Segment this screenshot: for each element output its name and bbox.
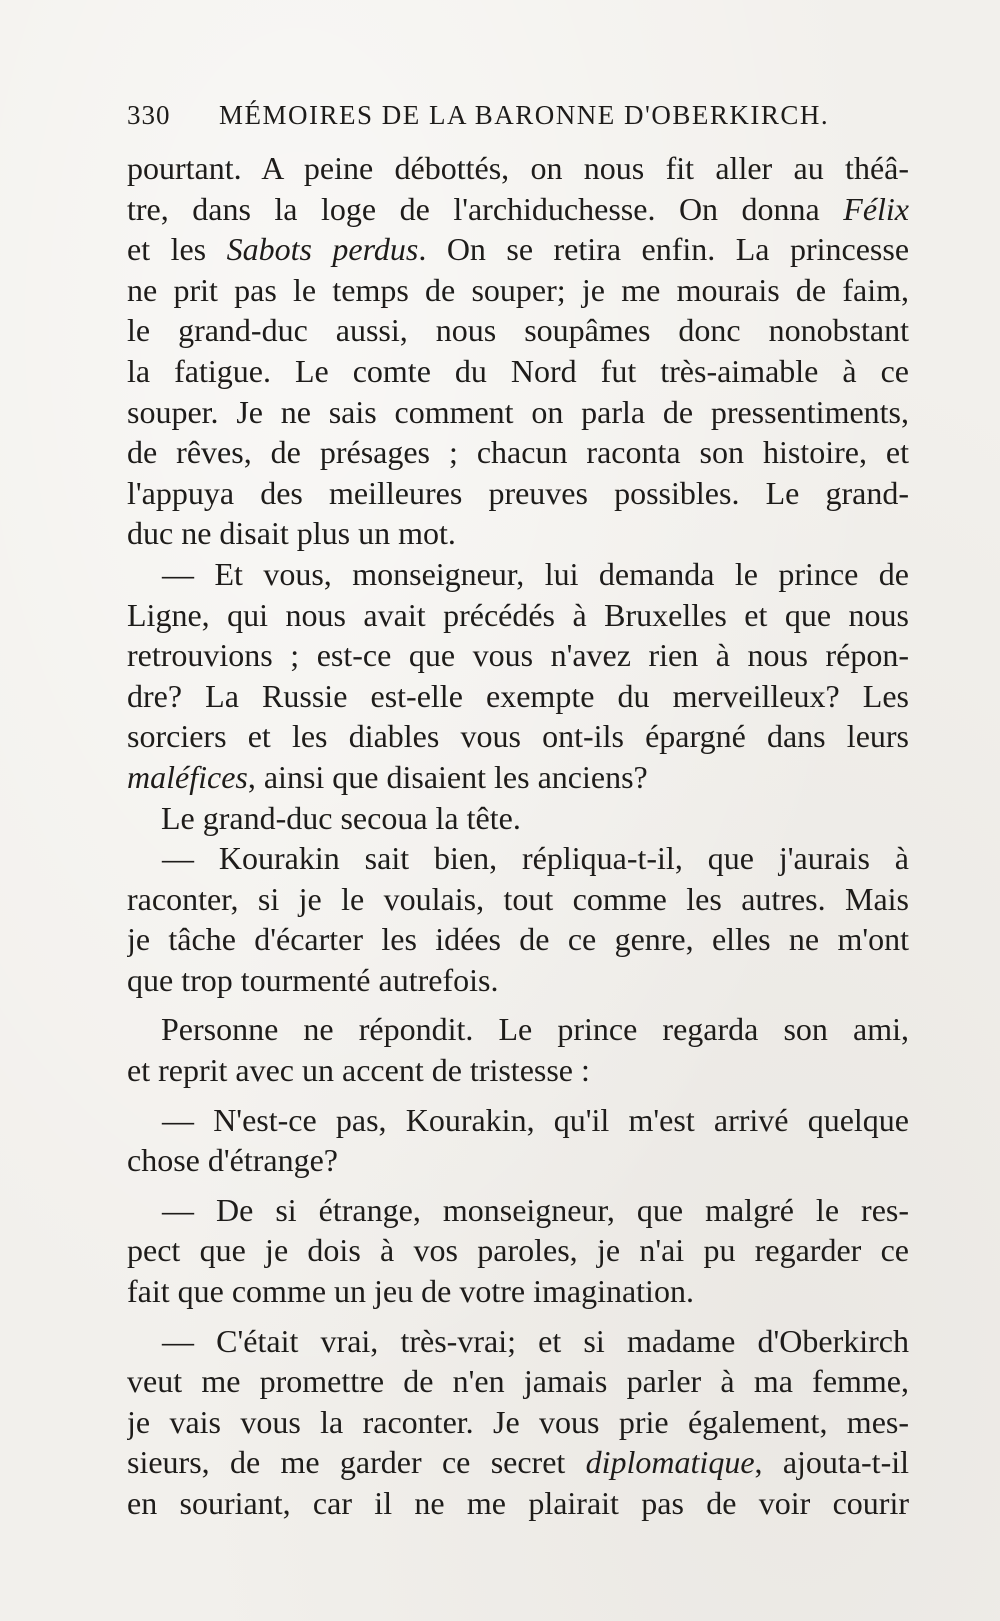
- text-segment: tre, dans la loge de l'archiduchesse. On donna: [127, 190, 844, 227]
- text-segment: fait que comme un jeu de votre imagination.: [127, 1273, 694, 1310]
- text-line: [127, 1361, 909, 1402]
- text-line: [127, 1100, 909, 1141]
- text-segment: — C'était vrai, très-vrai; et si madame d'Oberkirch: [162, 1322, 909, 1359]
- text-segment: de rêves, de présages ; chacun raconta son histoire, et: [127, 434, 909, 471]
- text-line: [127, 1271, 909, 1312]
- text-line: [127, 432, 909, 473]
- running-head: [127, 100, 907, 136]
- text-line: [127, 1190, 909, 1231]
- text-segment: — Kourakin sait bien, répliqua-t-il, que j'aurais à: [162, 840, 909, 877]
- text-segment: , ainsi que disaient les anciens?: [247, 758, 648, 795]
- paragraph-gap: [127, 1000, 909, 1009]
- text-line: [127, 554, 909, 595]
- text-line: [127, 1483, 909, 1524]
- text-line: [127, 798, 909, 839]
- text-line: [127, 919, 909, 960]
- text-segment: Ligne, qui nous avait précédés à Bruxelles et que nous: [127, 596, 909, 633]
- italic-text: maléfices: [127, 758, 248, 795]
- text-line: [127, 595, 909, 636]
- text-segment: sorciers et les diables vous ont-ils épargné dans leurs: [127, 718, 909, 755]
- italic-text: Félix: [843, 190, 909, 227]
- text-line: [127, 229, 909, 270]
- text-line: [127, 1230, 909, 1271]
- text-segment: Le grand-duc secoua la tête.: [161, 799, 521, 836]
- text-line: [127, 635, 909, 676]
- text-segment: pourtant. A peine débottés, on nous fit aller au théâ-: [127, 150, 909, 186]
- text-line: [127, 1050, 909, 1091]
- text-line: [127, 148, 909, 189]
- text-line: [127, 716, 909, 757]
- text-segment: que trop tourmenté autrefois.: [127, 961, 499, 998]
- text-segment: le grand-duc aussi, nous soupâmes donc nonobstant: [127, 312, 909, 349]
- text-line: [127, 838, 909, 879]
- italic-text: Sabots perdus: [226, 231, 419, 268]
- text-segment: retrouvions ; est-ce que vous n'avez rien à nous répon-: [127, 637, 909, 674]
- text-segment: sieurs, de me garder ce secret: [127, 1444, 586, 1481]
- text-line: [127, 1321, 909, 1362]
- text-segment: la fatigue. Le comte du Nord fut très-aimable à ce: [127, 352, 909, 389]
- text-line: [127, 1140, 909, 1181]
- text-line: [127, 189, 909, 230]
- body-text: [127, 148, 909, 1524]
- text-segment: . On se retira enfin. La princesse: [418, 231, 909, 268]
- text-segment: pect que je dois à vos paroles, je n'ai pu regarder ce: [127, 1232, 909, 1269]
- paragraph-gap: [127, 1091, 909, 1100]
- text-line: [127, 1009, 909, 1050]
- text-segment: en souriant, car il ne me plairait pas de voir courir: [127, 1485, 909, 1521]
- text-segment: souper. Je ne sais comment on parla de pressentiments,: [127, 393, 909, 430]
- text-line: [127, 310, 909, 351]
- text-line: [127, 960, 909, 1001]
- running-title: MÉMOIRES DE LA BARONNE D'OBERKIRCH.: [219, 100, 830, 130]
- text-line: [127, 473, 909, 514]
- text-line: [127, 1402, 909, 1443]
- text-line: [127, 676, 909, 717]
- italic-text: diplomatique: [585, 1444, 755, 1481]
- text-line: [127, 351, 909, 392]
- text-line: [127, 1442, 909, 1483]
- text-segment: je vais vous la raconter. Je vous prie également, mes-: [127, 1403, 909, 1440]
- paragraph-gap: [127, 1181, 909, 1190]
- text-line: [127, 270, 909, 311]
- text-line: [127, 513, 909, 554]
- text-segment: et les: [127, 231, 227, 268]
- text-segment: l'appuya des meilleures preuves possibles. Le grand-: [127, 474, 909, 511]
- text-line: [127, 757, 909, 798]
- text-line: [127, 392, 909, 433]
- text-segment: duc ne disait plus un mot.: [127, 515, 456, 552]
- text-segment: — N'est-ce pas, Kourakin, qu'il m'est arrivé quelque: [162, 1101, 909, 1138]
- text-segment: Personne ne répondit. Le prince regarda son ami,: [161, 1011, 909, 1048]
- text-segment: , ajouta-t-il: [754, 1444, 909, 1481]
- text-segment: — De si étrange, monseigneur, que malgré le res-: [162, 1191, 909, 1228]
- text-segment: dre? La Russie est-elle exempte du merveilleux? Les: [127, 677, 909, 714]
- paragraph-gap: [127, 1312, 909, 1321]
- text-segment: je tâche d'écarter les idées de ce genre, elles ne m'ont: [127, 921, 909, 958]
- text-segment: — Et vous, monseigneur, lui demanda le prince de: [162, 555, 909, 592]
- text-segment: raconter, si je le voulais, tout comme les autres. Mais: [127, 880, 909, 917]
- text-segment: veut me promettre de n'en jamais parler à ma femme,: [127, 1363, 909, 1400]
- text-segment: chose d'étrange?: [127, 1142, 338, 1179]
- text-segment: ne prit pas le temps de souper; je me mourais de faim,: [127, 271, 909, 308]
- text-line: [127, 879, 909, 920]
- text-segment: et reprit avec un accent de tristesse :: [127, 1052, 590, 1089]
- page-number: 330: [127, 100, 171, 130]
